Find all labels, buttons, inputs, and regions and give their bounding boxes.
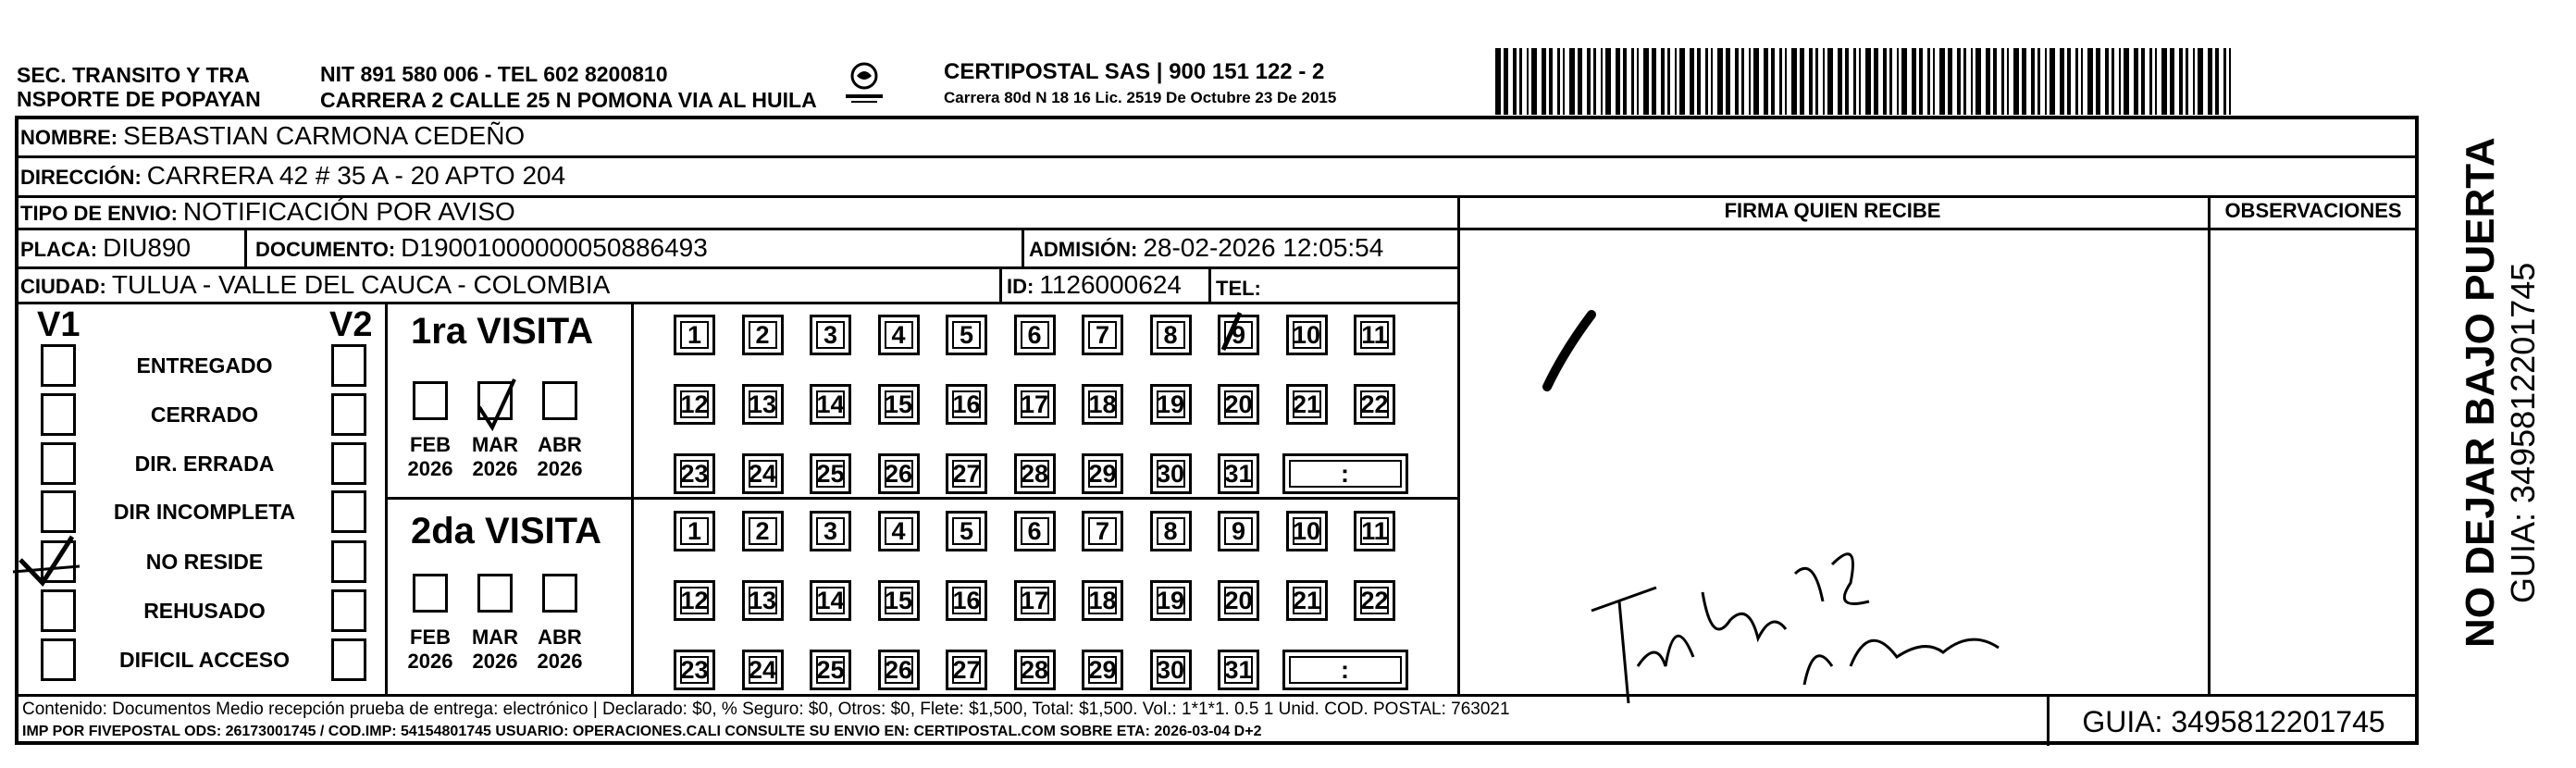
barcode-bar (1963, 48, 1966, 115)
barcode-bar (2022, 48, 2026, 115)
barcode-bar (1495, 48, 1501, 115)
nombre-row (20, 121, 525, 151)
barcode-bar (2155, 48, 2157, 115)
barcode-bar (2096, 48, 2100, 115)
placa-row (20, 233, 191, 263)
tipo-envio-row (20, 197, 515, 227)
barcode-bar (1679, 48, 1685, 115)
barcode-bar (1912, 48, 1916, 115)
day-box[interactable]: 2 (742, 315, 784, 355)
tel-row (1216, 273, 1267, 302)
day-box[interactable]: 1 (674, 315, 715, 355)
barcode-bar (1889, 48, 1892, 115)
month-checkbox[interactable] (413, 381, 448, 420)
license-line: Carrera 80d N 18 16 Lic. 2519 De Octubre 23 De 2015 (944, 89, 1337, 106)
footer-line-2: IMP POR FIVEPOSTAL ODS: 26173001745 / COD.IMP: 54154801745 USUARIO: OPERACIONES.CALI CONSULTE SU ENVIO EN: CERTIPOSTAL.COM SOBRE ETA: 2026-03-04 D+2 (22, 724, 1262, 739)
v2-checkbox[interactable] (331, 393, 366, 436)
barcode-bar (1933, 48, 1935, 115)
reason-label: REHUSADO (143, 599, 266, 623)
barcode-bar (1542, 48, 1546, 115)
day-box[interactable]: 4 (878, 511, 920, 551)
tipo-envio-label: TIPO DE ENVIO: (20, 202, 178, 225)
day-box[interactable]: 31 (1218, 453, 1259, 494)
sender-block (17, 63, 261, 111)
day-box[interactable]: 18 (1082, 580, 1123, 621)
id-row (1007, 270, 1182, 300)
barcode-bar (2007, 48, 2009, 115)
month-year: 2026 (472, 457, 518, 480)
barcode-bar (1513, 48, 1517, 115)
month-label (529, 626, 590, 674)
barcode-bar (1735, 48, 1739, 115)
month-checkbox[interactable] (413, 574, 448, 613)
day-box[interactable]: 6 (1014, 315, 1056, 355)
reason-label: CERRADO (150, 403, 259, 427)
barcode-bar (1675, 48, 1677, 115)
barcode-bar (1726, 48, 1730, 115)
v1-checkbox[interactable] (41, 638, 76, 681)
barcode-bar (1993, 48, 1997, 115)
barcode-bar (1838, 48, 1842, 115)
day-box[interactable]: 7 (1082, 315, 1123, 355)
barcode-bar (1749, 48, 1751, 115)
no-dejar-bajo-puerta: NO DEJAR BAJO PUERTA (2458, 137, 2503, 648)
day-box[interactable]: 15 (878, 384, 920, 425)
id-label: ID: (1007, 275, 1034, 298)
barcode-bar (1616, 48, 1620, 115)
day-box[interactable]: 14 (810, 384, 851, 425)
v1-checkbox[interactable] (41, 442, 76, 485)
day-box[interactable]: 5 (946, 511, 987, 551)
barcode-bar (2141, 48, 2145, 115)
barcode-bar (2215, 48, 2219, 115)
barcode-bar (2198, 48, 2203, 115)
documento-row (255, 233, 708, 263)
barcode-bar (1557, 48, 1560, 115)
day-box[interactable]: 9 (1218, 511, 1259, 551)
barcode-bar (1823, 48, 1825, 115)
company-line: CERTIPOSTAL SAS | 900 151 122 - 2 (944, 59, 1325, 84)
day-box[interactable]: 16 (946, 384, 987, 425)
v2-checkbox[interactable] (331, 540, 366, 583)
placa-label: PLACA: (20, 238, 98, 261)
barcode-bar (2075, 48, 2078, 115)
barcode-bar (1569, 48, 1575, 115)
barcode-bar (1717, 48, 1723, 115)
barcode-bar (1631, 48, 1634, 115)
barcode-bar (1587, 48, 1591, 115)
day-box[interactable]: 19 (1150, 384, 1192, 425)
barcode-bar (1948, 48, 1952, 115)
v1-checkbox[interactable] (41, 344, 76, 387)
day-box[interactable]: 27 (946, 650, 987, 690)
barcode-bar (1785, 48, 1787, 115)
day-box[interactable]: 25 (810, 453, 851, 494)
barcode-bar (1986, 48, 1990, 115)
barcode-bar (1853, 48, 1856, 115)
tipo-envio-value: NOTIFICACIÓN POR AVISO (182, 197, 515, 226)
barcode-bar (1971, 48, 1973, 115)
reason-label: DIR INCOMPLETA (113, 500, 296, 524)
barcode-bar (2013, 48, 2019, 115)
barcode-bar (1865, 48, 1871, 115)
day-box[interactable]: 22 (1354, 580, 1395, 621)
month-year: 2026 (537, 650, 583, 673)
footer-line-1: Contenido: Documentos Medio recepción prueba de entrega: electrónico | Declarado: $0, % Seguro: $0, Otros: $0, Flete: $1,500, Total: $1,500. Vol.: 1*1*1. 0.5 1 Unid. COD. POSTAL: 763021 (22, 700, 1510, 719)
reason-label: DIR. ERRADA (134, 452, 275, 476)
barcode-bar (1667, 48, 1670, 115)
v1-checkbox[interactable] (41, 540, 76, 583)
certipostal-logo-icon (836, 57, 892, 113)
reason-label: DIFICIL ACCESO (118, 648, 290, 672)
barcode-bar (1711, 48, 1713, 115)
v2-checkbox[interactable] (331, 490, 366, 533)
barcode-bar (1563, 48, 1565, 115)
barcode-bar (1643, 48, 1649, 115)
barcode-bar (1827, 48, 1833, 115)
day-box[interactable]: 30 (1150, 453, 1192, 494)
time-box[interactable]: : (1282, 453, 1408, 494)
barcode-bar (1771, 48, 1775, 115)
day-box[interactable]: 29 (1082, 650, 1123, 690)
month-label (464, 433, 526, 481)
month-label (400, 626, 461, 674)
barcode-bar (2031, 48, 2035, 115)
barcode-bar (1661, 48, 1665, 115)
nombre-value: SEBASTIAN CARMONA CEDEÑO (123, 121, 526, 150)
barcode-bar (1901, 48, 1907, 115)
barcode-bar (2001, 48, 2004, 115)
v2-checkbox[interactable] (331, 589, 366, 632)
barcode-bar (2186, 48, 2188, 115)
v2-checkbox[interactable] (331, 442, 366, 485)
day-box[interactable]: 7 (1082, 511, 1123, 551)
barcode-bar (2050, 48, 2055, 115)
firma-header: FIRMA QUIEN RECIBE (1724, 199, 1941, 222)
nombre-label: NOMBRE: (20, 126, 118, 149)
day-box[interactable]: 3 (810, 315, 851, 355)
month-year: 2026 (537, 457, 583, 480)
barcode-bar (1883, 48, 1887, 115)
admision-value: 28-02-2026 12:05:54 (1143, 233, 1384, 262)
barcode-bar (1800, 48, 1804, 115)
sender-line-2: NSPORTE DE POPAYAN (17, 87, 261, 111)
direccion-row (20, 161, 565, 191)
barcode-bar (1690, 48, 1694, 115)
barcode-bar (2134, 48, 2138, 115)
day-box[interactable]: 23 (674, 650, 715, 690)
v1-checkbox[interactable] (41, 589, 76, 632)
day-box[interactable]: 24 (742, 453, 784, 494)
day-box[interactable]: 8 (1150, 315, 1192, 355)
day-box[interactable]: 26 (878, 650, 920, 690)
day-box[interactable]: 23 (674, 453, 715, 494)
barcode-bar (2060, 48, 2064, 115)
month-name: MAR (471, 433, 519, 456)
month-checkbox[interactable] (542, 381, 577, 420)
ciudad-value: TULUA - VALLE DEL CAUCA - COLOMBIA (111, 270, 611, 299)
barcode-bar (1593, 48, 1596, 115)
barcode-bar (1939, 48, 1945, 115)
month-name: MAR (471, 626, 519, 649)
barcode-bar (1601, 48, 1603, 115)
barcode-bar (1504, 48, 1508, 115)
direccion-label: DIRECCIÓN: (20, 166, 142, 189)
barcode-bar (1815, 48, 1818, 115)
tel-label: TEL: (1216, 277, 1261, 300)
barcode-bar (1652, 48, 1656, 115)
barcode-bar (2081, 48, 2083, 115)
day-box[interactable]: 25 (810, 650, 851, 690)
barcode-bar (1527, 48, 1529, 115)
direccion-value: CARRERA 42 # 35 A - 20 APTO 204 (146, 161, 566, 190)
day-box[interactable]: 28 (1014, 650, 1056, 690)
day-box[interactable]: 2 (742, 511, 784, 551)
nit-line: NIT 891 580 006 - TEL 602 8200810 (320, 62, 668, 86)
reason-label: NO RESIDE (145, 550, 264, 574)
day-box[interactable]: 28 (1014, 453, 1056, 494)
sender-line-1: SEC. TRANSITO Y TRA (17, 63, 250, 87)
day-box[interactable]: 8 (1150, 511, 1192, 551)
day-box[interactable]: 1 (674, 511, 715, 551)
barcode-bar (1697, 48, 1701, 115)
day-box[interactable]: 16 (946, 580, 987, 621)
barcode-bar (1779, 48, 1782, 115)
barcode-bar (1874, 48, 1878, 115)
barcode-bar (1975, 48, 1981, 115)
month-year: 2026 (472, 650, 518, 673)
barcode-bar (1753, 48, 1759, 115)
month-checkbox[interactable] (542, 574, 577, 613)
barcode-bar (1809, 48, 1813, 115)
barcode-bar (1764, 48, 1768, 115)
day-box[interactable]: 12 (674, 580, 715, 621)
month-label (400, 433, 461, 481)
day-box[interactable]: 21 (1286, 580, 1328, 621)
day-box[interactable]: 19 (1150, 580, 1192, 621)
barcode-bar (1791, 48, 1797, 115)
barcode-bar (2067, 48, 2071, 115)
placa-value: DIU890 (103, 233, 192, 262)
barcode-bar (1919, 48, 1923, 115)
day-box[interactable]: 20 (1218, 384, 1259, 425)
barcode-bar (1605, 48, 1611, 115)
day-box[interactable]: 21 (1286, 384, 1328, 425)
day-box[interactable]: 24 (742, 650, 784, 690)
barcode-bar (2105, 48, 2109, 115)
v2-checkbox[interactable] (331, 344, 366, 387)
day-box[interactable]: 26 (878, 453, 920, 494)
month-checkbox[interactable] (477, 574, 513, 613)
side-guia: GUIA: 3495812201745 (2504, 262, 2542, 603)
month-name: FEB (410, 626, 451, 649)
day-box[interactable]: 31 (1218, 650, 1259, 690)
day-box[interactable]: 11 (1354, 511, 1395, 551)
barcode-bar (1845, 48, 1849, 115)
barcode-bar (2124, 48, 2129, 115)
barcode-bar (2208, 48, 2212, 115)
barcode-bar (2229, 48, 2231, 115)
day-box[interactable]: 17 (1014, 580, 1056, 621)
month-year: 2026 (407, 457, 453, 480)
second-visit-title: 2da VISITA (411, 511, 601, 551)
first-visit-title: 1ra VISITA (411, 311, 594, 352)
day-box[interactable]: 12 (674, 384, 715, 425)
month-label (464, 626, 526, 674)
day-box[interactable]: 15 (878, 580, 920, 621)
day-box[interactable]: 6 (1014, 511, 1056, 551)
month-name: FEB (410, 433, 451, 456)
id-value: 1126000624 (1039, 270, 1182, 299)
barcode-bar (2193, 48, 2195, 115)
v1-label: V1 (37, 305, 80, 344)
barcode-bar (2112, 48, 2114, 115)
v1-checkbox[interactable] (41, 393, 76, 436)
ciudad-label: CIUDAD: (20, 275, 106, 298)
day-box[interactable]: 3 (810, 511, 851, 551)
barcode-bar (2045, 48, 2047, 115)
month-name: ABR (538, 626, 582, 649)
day-box[interactable]: 17 (1014, 384, 1056, 425)
barcode-bar (1897, 48, 1899, 115)
barcode-bar (1531, 48, 1537, 115)
barcode-bar (2037, 48, 2040, 115)
footer-guia: GUIA: 3495812201745 (2082, 705, 2385, 738)
barcode-bar (1519, 48, 1522, 115)
barcode-bar (1927, 48, 1930, 115)
barcode-bar (1957, 48, 1961, 115)
day-box[interactable]: 11 (1354, 315, 1395, 355)
address-line: CARRERA 2 CALLE 25 N POMONA VIA AL HUILA (320, 88, 817, 112)
day-box[interactable]: 4 (878, 315, 920, 355)
v2-checkbox[interactable] (331, 638, 366, 681)
barcode-bar (1623, 48, 1627, 115)
reason-label: ENTREGADO (136, 353, 273, 378)
barcode-bar (2149, 48, 2152, 115)
admision-row (1029, 233, 1383, 263)
day-box[interactable]: 13 (742, 580, 784, 621)
signature-handwriting (1573, 500, 2054, 703)
v2-label: V2 (329, 305, 373, 344)
day-box[interactable]: 22 (1354, 384, 1395, 425)
barcode-bar (1549, 48, 1553, 115)
barcode-bar (2161, 48, 2167, 115)
barcode-bar (1741, 48, 1744, 115)
month-label (529, 433, 590, 481)
barcode-bar (2223, 48, 2226, 115)
time-box[interactable]: : (1282, 650, 1408, 690)
barcode-bar (1637, 48, 1639, 115)
month-year: 2026 (407, 650, 453, 673)
barcode-bar (2119, 48, 2121, 115)
day-box[interactable]: 14 (810, 580, 851, 621)
barcode-bar (2170, 48, 2174, 115)
ciudad-row (20, 270, 610, 300)
day-box[interactable]: 18 (1082, 384, 1123, 425)
observaciones-header: OBSERVACIONES (2224, 199, 2402, 222)
barcode-icon (1495, 48, 2239, 115)
v1-checkbox[interactable] (41, 490, 76, 533)
documento-label: DOCUMENTO: (255, 238, 396, 261)
barcode-bar (2087, 48, 2093, 115)
day-box[interactable]: 10 (1286, 511, 1328, 551)
month-checkbox[interactable] (477, 381, 513, 420)
barcode-bar (1705, 48, 1708, 115)
day-box[interactable]: 20 (1218, 580, 1259, 621)
barcode-bar (1578, 48, 1582, 115)
month-name: ABR (538, 433, 582, 456)
day-box[interactable]: 9 (1218, 315, 1259, 355)
barcode-bar (2179, 48, 2183, 115)
documento-value: D19001000000050886493 (401, 233, 708, 262)
day-box[interactable]: 29 (1082, 453, 1123, 494)
day-box[interactable]: 10 (1286, 315, 1328, 355)
barcode-bar (1859, 48, 1861, 115)
sender-contact (320, 61, 817, 113)
day-box[interactable]: 13 (742, 384, 784, 425)
day-box[interactable]: 5 (946, 315, 987, 355)
admision-label: ADMISIÓN: (1029, 238, 1138, 261)
day-box[interactable]: 27 (946, 453, 987, 494)
day-box[interactable]: 30 (1150, 650, 1192, 690)
